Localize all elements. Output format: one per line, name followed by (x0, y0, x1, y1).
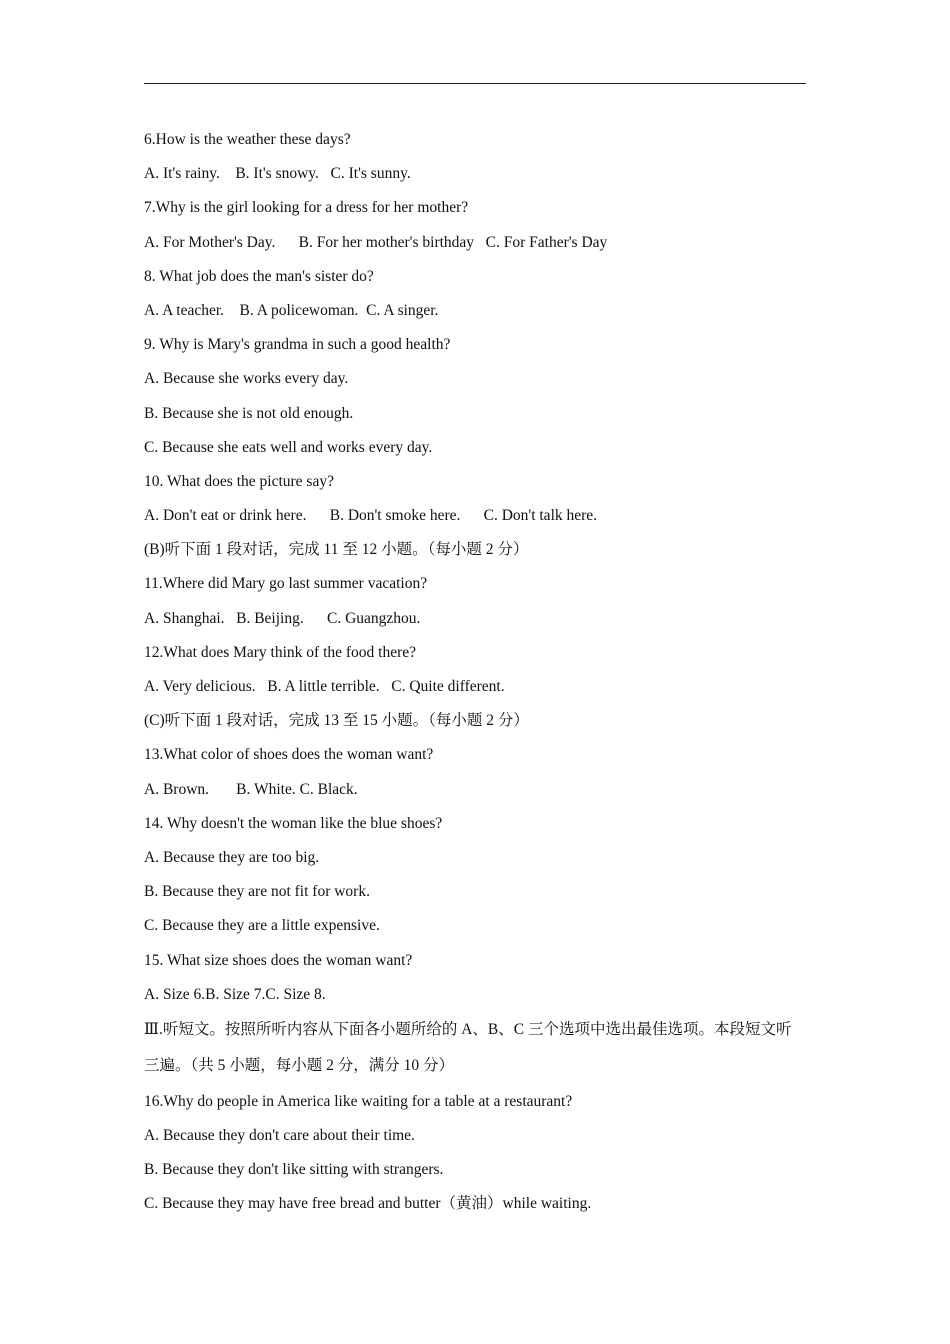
question-16-option-b: B. Because they don't like sitting with strangers. (144, 1161, 444, 1179)
question-9-option-a: A. Because she works every day. (144, 370, 349, 388)
section-c-heading: (C)听下面 1 段对话，完成 13 至 15 小题。（每小题 2 分） (144, 712, 529, 730)
question-16-option-a: A. Because they don't care about their time. (144, 1127, 415, 1145)
question-14: 14. Why doesn't the woman like the blue shoes? (144, 814, 443, 832)
section-3-instructions: Ⅲ.听短文。按照所听内容从下面各小题所给的 A、B、C 三个选项中选出最佳选项。本段短文听三遍。（共 5 小题，每小题 2 分，满分 10 分） (144, 1020, 792, 1075)
question-11-options: A. Shanghai. B. Beijing. C. Guangzhou. (144, 609, 421, 627)
question-15-options: A. Size 6.B. Size 7.C. Size 8. (144, 985, 326, 1003)
header-rule (144, 83, 806, 84)
question-13: 13.What color of shoes does the woman want? (144, 746, 434, 764)
question-9: 9. Why is Mary's grandma in such a good health? (144, 336, 451, 354)
question-8-options: A. A teacher. B. A policewoman. C. A singer. (144, 301, 439, 319)
question-10-options: A. Don't eat or drink here. B. Don't smoke here. C. Don't talk here. (144, 507, 598, 525)
document-body (144, 123, 806, 1222)
question-12-options: A. Very delicious. B. A little terrible. C. Quite different. (144, 678, 505, 695)
question-9-option-b: B. Because she is not old enough. (144, 404, 354, 422)
question-14-option-c: C. Because they are a little expensive. (144, 917, 380, 935)
question-14-option-b: B. Because they are not fit for work. (144, 883, 370, 901)
question-6: 6.How is the weather these days? (144, 131, 351, 148)
question-9-option-c: C. Because she eats well and works every day. (144, 438, 433, 456)
question-14-option-a: A. Because they are too big. (144, 848, 320, 866)
question-7-options: A. For Mother's Day. B. For her mother's birthday C. For Father's Day (144, 233, 608, 251)
question-12: 12.What does Mary think of the food there? (144, 643, 417, 661)
question-16-option-c: C. Because they may have free bread and butter（黄油）while waiting. (144, 1195, 592, 1213)
question-16: 16.Why do people in America like waiting for a table at a restaurant? (144, 1092, 573, 1110)
question-8: 8. What job does the man's sister do? (144, 267, 374, 285)
question-7: 7.Why is the girl looking for a dress for her mother? (144, 199, 469, 217)
question-6-options: A. It's rainy. B. It's snowy. C. It's sunny. (144, 165, 411, 183)
section-b-heading: (B)听下面 1 段对话，完成 11 至 12 小题。（每小题 2 分） (144, 541, 529, 559)
question-15: 15. What size shoes does the woman want? (144, 951, 413, 969)
question-10: 10. What does the picture say? (144, 472, 334, 490)
question-13-options: A. Brown. B. White. C. Black. (144, 780, 358, 798)
question-11: 11.Where did Mary go last summer vacation? (144, 575, 428, 593)
